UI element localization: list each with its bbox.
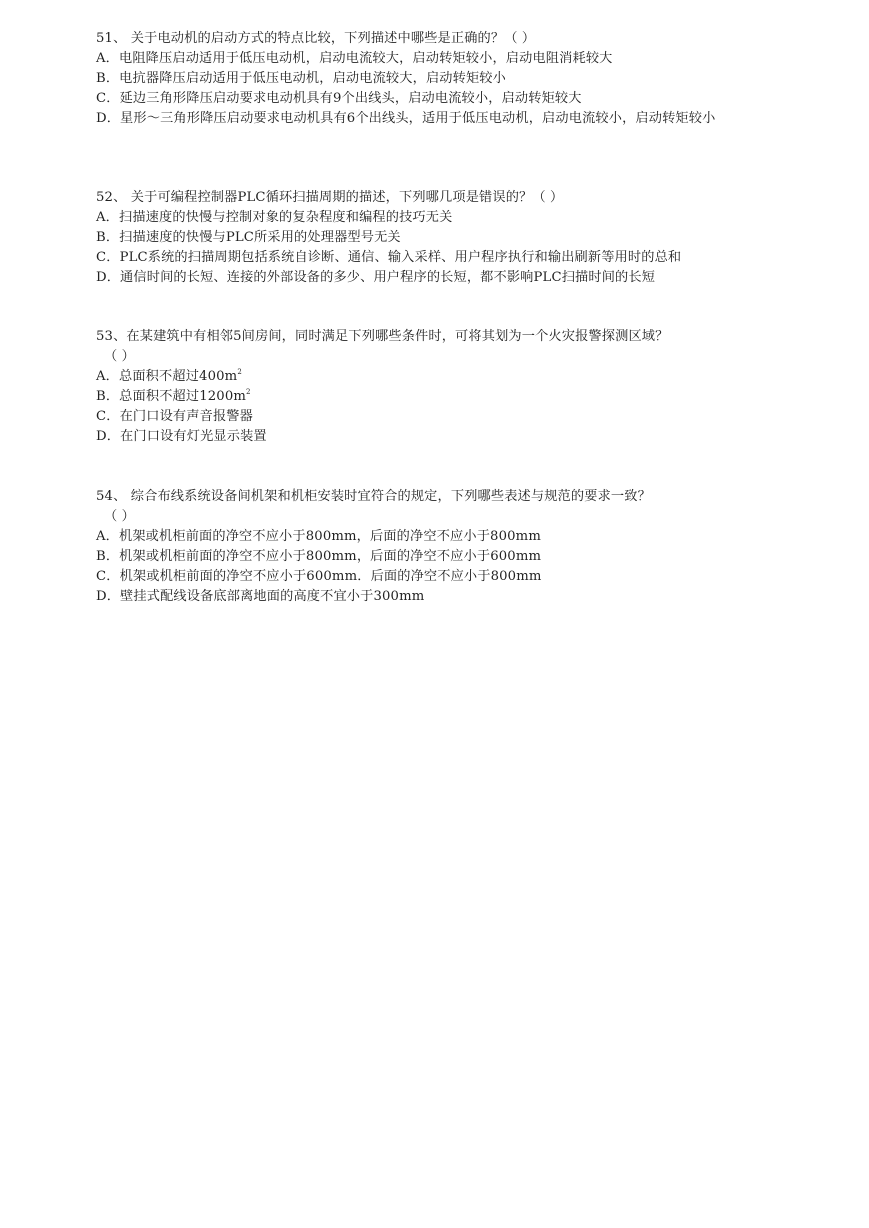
option-a: A．电阻降压启动适用于低压电动机，启动电流较大，启动转矩较小，启动电阻消耗较大 — [96, 51, 613, 66]
superscript-two: 2 — [246, 388, 251, 396]
question-text: 关于电动机的启动方式的特点比较，下列描述中哪些是正确的？（ ） — [126, 31, 536, 46]
option-b — [96, 387, 796, 407]
option-c: C．PLC系统的扫描周期包括系统自诊断、通信、输入采样、用户程序执行和输出刷新等用时的总和 — [96, 250, 682, 265]
answer-blank: （ ） — [104, 349, 136, 364]
option-c: C．机架或机柜前面的净空不应小于600mm．后面的净空不应小于800mm — [96, 569, 542, 584]
question-stem — [96, 487, 796, 507]
answer-blank: （ ） — [104, 509, 136, 524]
option-a: A．机架或机柜前面的净空不应小于800mm，后面的净空不应小于800mm — [96, 529, 541, 544]
question-51 — [96, 29, 796, 129]
question-number: 53、 — [96, 329, 127, 344]
option-d: D．星形～三角形降压启动要求电动机具有6个出线头，适用于低压电动机，启动电流较小，启动转矩较小 — [96, 111, 716, 126]
question-text: 综合布线系统设备间机架和机柜安装时宜符合的规定，下列哪些表述与规范的要求一致？ — [126, 489, 651, 504]
question-53 — [96, 327, 796, 447]
superscript-two: 2 — [237, 368, 242, 376]
option-b: B．机架或机柜前面的净空不应小于800mm，后面的净空不应小于600mm — [96, 549, 542, 564]
option-a-text: A．总面积不超过400m — [96, 369, 238, 384]
question-stem — [96, 188, 796, 208]
question-52 — [96, 188, 796, 288]
question-text: 在某建筑中有相邻5间房间，同时满足下列哪些条件时，可将其划为一个火灾报警探测区域？ — [126, 329, 669, 344]
option-a: A．扫描速度的快慢与控制对象的复杂程度和编程的技巧无关 — [96, 210, 453, 225]
question-54 — [96, 487, 796, 607]
question-number: 52、 — [96, 190, 127, 205]
option-a — [96, 367, 796, 387]
option-c: C．在门口设有声音报警器 — [96, 409, 253, 424]
option-c: C．延边三角形降压启动要求电动机具有9个出线头，启动电流较小，启动转矩较大 — [96, 91, 582, 106]
option-b-text: B．总面积不超过1200m — [96, 389, 247, 404]
question-stem — [96, 327, 796, 347]
option-b: B．扫描速度的快慢与PLC所采用的处理器型号无关 — [96, 230, 401, 245]
option-d: D．通信时间的长短、连接的外部设备的多少、用户程序的长短，都不影响PLC扫描时间的长短 — [96, 270, 656, 285]
option-d: D．在门口设有灯光显示装置 — [96, 429, 267, 444]
question-text: 关于可编程控制器PLC循环扫描周期的描述，下列哪几项是错误的？（ ） — [126, 190, 564, 205]
option-d: D．壁挂式配线设备底部离地面的高度不宜小于300mm — [96, 589, 425, 604]
option-b: B．电抗器降压启动适用于低压电动机，启动电流较大，启动转矩较小 — [96, 71, 506, 86]
question-number: 51、 — [96, 31, 127, 46]
question-stem — [96, 29, 796, 49]
question-number: 54、 — [96, 489, 127, 504]
